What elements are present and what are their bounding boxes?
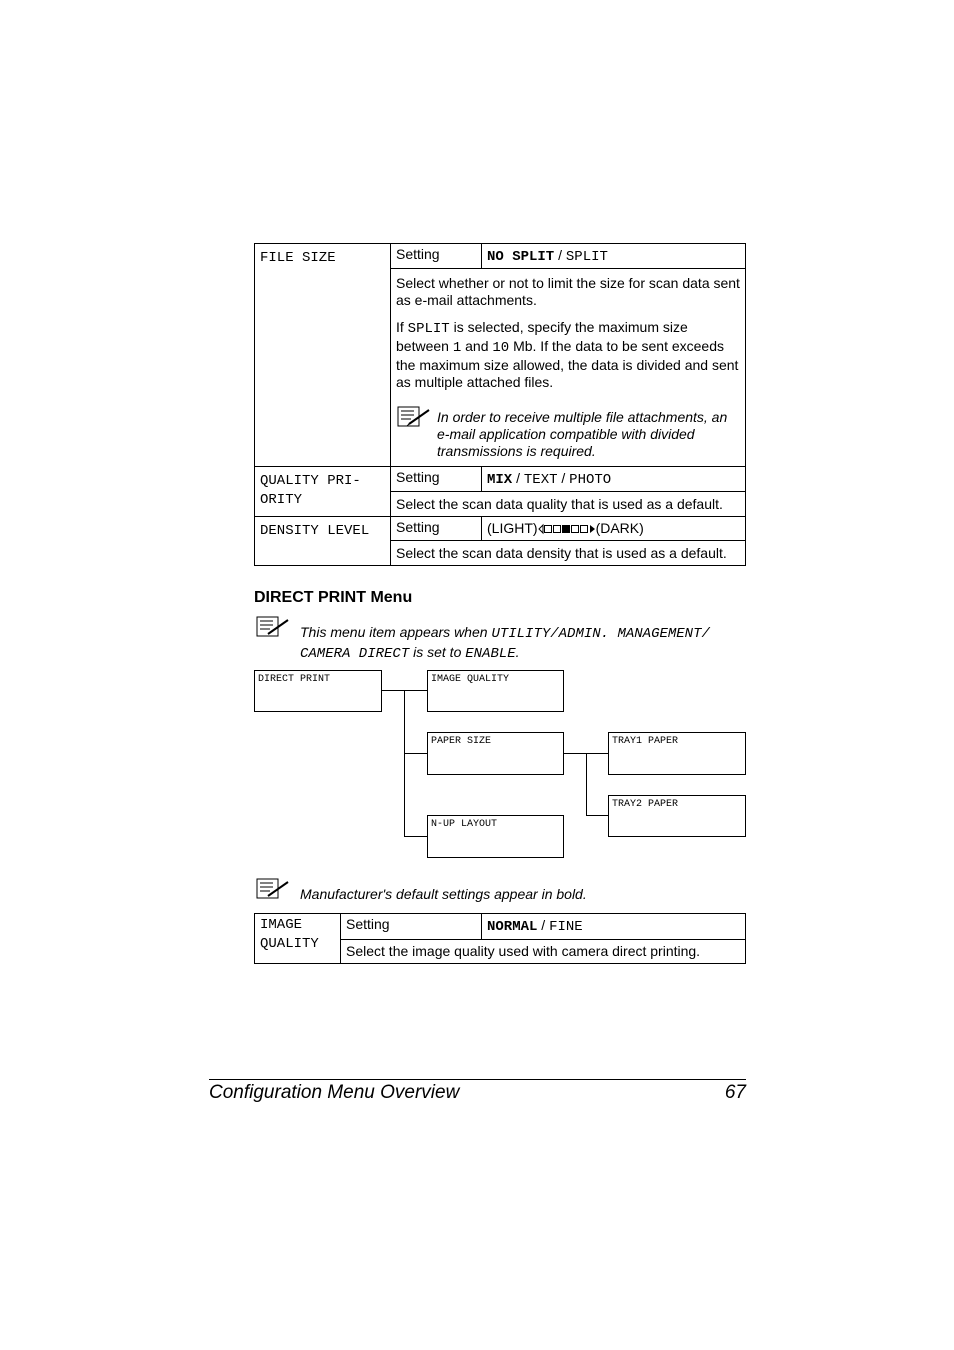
setting-label: Setting xyxy=(391,517,482,541)
density-level-description: Select the scan data density that is used as a default. xyxy=(391,541,746,566)
section-note: This menu item appears when UTILITY/ADMIN. MANAGEMENT/ CAMERA DIRECT is set to ENABLE. xyxy=(254,616,754,663)
section-heading: DIRECT PRINT Menu xyxy=(254,589,413,606)
tree-connector xyxy=(586,815,608,816)
tree-node-n-up-layout: N-UP LAYOUT xyxy=(427,815,564,858)
tree-node-tray2-paper: TRAY2 PAPER xyxy=(608,795,746,837)
item-file-size: FILE SIZE xyxy=(255,244,391,467)
density-level-values xyxy=(482,517,746,541)
defaults-note xyxy=(254,878,754,902)
item-density-level: DENSITY LEVEL xyxy=(255,517,391,566)
footer-title: Configuration Menu Overview xyxy=(209,1082,460,1103)
file-size-description xyxy=(391,269,746,467)
note-pencil-icon xyxy=(256,616,290,638)
note-text: In order to receive multiple file attachments, an e-mail application compatible with divided transmissions is required. xyxy=(437,409,728,459)
value-separator: / xyxy=(554,247,566,263)
light-label: (LIGHT) xyxy=(487,520,538,536)
image-quality-values: NORMAL / FINE xyxy=(482,914,746,940)
tree-node-image-quality: IMAGE QUALITY xyxy=(427,670,564,712)
quality-priority-description: Select the scan data quality that is used as a default. xyxy=(391,492,746,517)
tree-connector xyxy=(404,690,405,836)
dark-label: (DARK) xyxy=(595,520,644,536)
file-size-values xyxy=(482,244,746,269)
value-default: NO SPLIT xyxy=(487,249,555,265)
item-quality-priority: QUALITY PRI- ORITY xyxy=(255,467,391,517)
tree-node-tray1-paper: TRAY1 PAPER xyxy=(608,732,746,775)
description-text: Select whether or not to limit the size for scan data sent as e-mail attachments. xyxy=(396,275,740,308)
value-option: SPLIT xyxy=(565,249,608,265)
setting-label: Setting xyxy=(391,244,482,269)
footer-rule xyxy=(209,1079,746,1080)
note-pencil-icon xyxy=(397,406,431,428)
density-scale-icon xyxy=(538,523,596,535)
page-number: 67 xyxy=(724,1082,746,1103)
defaults-note-text: Manufacturer's default settings appear in bold. xyxy=(300,886,587,902)
direct-print-table xyxy=(254,913,746,964)
setting-label: Setting xyxy=(341,914,482,940)
item-image-quality: IMAGE QUALITY xyxy=(255,914,341,964)
scan-settings-table xyxy=(254,243,746,566)
tree-connector xyxy=(404,836,427,837)
note xyxy=(396,409,740,460)
tree-node-direct-print: DIRECT PRINT xyxy=(254,670,382,712)
description-text-split: If SPLIT is selected, specify the maximum size between 1 and 10 Mb. If the data to be sent exceeds the maximum size allowed, the data is divided and sent as multiple attached files. xyxy=(396,319,739,390)
tree-node-paper-size: PAPER SIZE xyxy=(427,732,564,775)
tree-connector xyxy=(404,753,427,754)
image-quality-description: Select the image quality used with camera direct printing. xyxy=(341,940,746,964)
note-pencil-icon xyxy=(256,878,290,900)
setting-label: Setting xyxy=(391,467,482,492)
tree-connector xyxy=(586,753,587,816)
quality-priority-values: MIX / TEXT / PHOTO xyxy=(482,467,746,492)
